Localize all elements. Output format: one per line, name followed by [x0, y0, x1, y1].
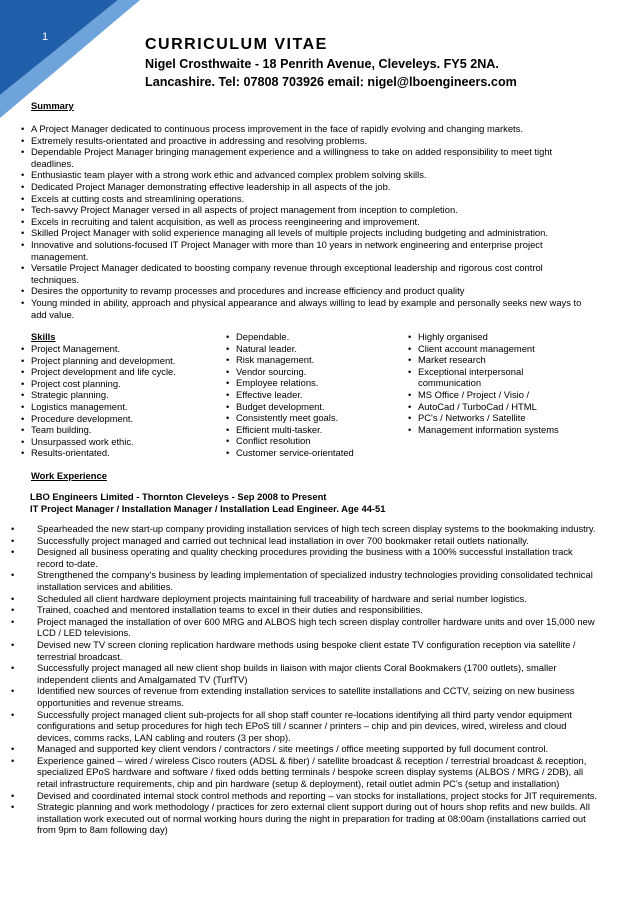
- skill-item: • Project planning and development.: [31, 355, 211, 367]
- skill-item: • Conflict resolution: [236, 435, 406, 447]
- skill-item: • Project Management.: [31, 343, 211, 355]
- skill-item: • Procedure development.: [31, 413, 211, 425]
- summary-item: • Young minded in ability, approach and physical appearance and always willing to lead by example and personally seeks new ways to add value.: [31, 297, 591, 320]
- work-item: • Managed and supported key client vendors / contractors / site meetings / office meeting supported by full document control.: [37, 743, 597, 755]
- summary-item: • Dedicated Project Manager demonstrating effective leadership in all aspects of the job.: [31, 181, 591, 193]
- skill-item: • Exceptional interpersonal communication: [418, 366, 578, 389]
- job-employer-line: LBO Engineers Limited - Thornton Cleveleys - Sep 2008 to Present: [30, 491, 327, 502]
- work-item: • Identified new sources of revenue from extending installation services to satellite installations and CCTV, seizing on new business opportunities and revenue streams.: [37, 685, 597, 708]
- job-title-line: IT Project Manager / Installation Manager / Installation Lead Engineer. Age 44-51: [30, 503, 386, 514]
- skill-item: • AutoCad / TurboCad / HTML: [418, 401, 578, 413]
- work-item: • Spearheaded the new start-up company providing installation services of high tech screen display systems to the bookmaking industry.: [37, 523, 597, 535]
- work-experience-list: [37, 523, 597, 836]
- summary-item: • Excels at cutting costs and streamlining operations.: [31, 193, 591, 205]
- work-item: • Project managed the installation of over 600 MRG and ALBOS high tech screen display controller hardware units and over 15,000 new LCD / LED televisions.: [37, 616, 597, 639]
- work-item: • Successfully project managed and carried out technical lead installation in over 700 bookmaker retail outlets nationally.: [37, 535, 597, 547]
- skill-item: • Unsurpassed work ethic.: [31, 436, 211, 448]
- skill-item: • Dependable.: [236, 331, 406, 343]
- skill-item: • Project development and life cycle.: [31, 366, 211, 378]
- skill-item: • Strategic planning.: [31, 389, 211, 401]
- skills-column-3: [418, 331, 578, 435]
- skill-item: • Employee relations.: [236, 377, 406, 389]
- skill-item: • Risk management.: [236, 354, 406, 366]
- skill-item: • MS Office / Project / Visio /: [418, 389, 578, 401]
- skills-column-2: [236, 331, 406, 459]
- page-number: 1: [42, 31, 49, 43]
- summary-item: • Desires the opportunity to revamp processes and procedures and increase efficiency and product quality: [31, 285, 591, 297]
- skill-item: • Team building.: [31, 424, 211, 436]
- work-item: • Successfully project managed all new client shop builds in liaison with major clients Coral Bookmakers (1700 outlets), smaller independent clients and Amalgamated TV (TurfTV): [37, 662, 597, 685]
- work-item: • Designed all business operating and quality checking procedures providing the business with a 100% successful installation track record to-date.: [37, 546, 597, 569]
- contact-line-phone-email: Lancashire. Tel: 07808 703926 email: nigel@lboengineers.com: [145, 75, 517, 89]
- summary-item: • A Project Manager dedicated to continuous process improvement in the face of rapidly evolving and changing markets.: [31, 123, 591, 135]
- skill-item: • Logistics management.: [31, 401, 211, 413]
- work-item: • Devised and coordinated internal stock control methods and reporting – van stocks for installations, project stocks for JIT requirements.: [37, 790, 597, 802]
- contact-line-address: Nigel Crosthwaite - 18 Penrith Avenue, Cleveleys. FY5 2NA.: [145, 57, 499, 71]
- skill-item: • Consistently meet goals.: [236, 412, 406, 424]
- cv-title: CURRICULUM VITAE: [145, 36, 328, 53]
- summary-item: • Tech-savvy Project Manager versed in all aspects of project management from inception to completion.: [31, 204, 591, 216]
- skill-item: • Effective leader.: [236, 389, 406, 401]
- skill-item: • Vendor sourcing.: [236, 366, 406, 378]
- work-item: • Scheduled all client hardware deployment projects maintaining full traceability of hardware and serial number logistics.: [37, 593, 597, 605]
- summary-list: [31, 123, 591, 320]
- skill-item: • Project cost planning.: [31, 378, 211, 390]
- skill-item: • Management information systems: [418, 424, 578, 436]
- work-item: • Experience gained – wired / wireless Cisco routers (ADSL & fiber) / satellite broadcast & reception / terrestrial broadcast & reception, specialized EPoS hardware and software / fixed odds betting terminals / bespoke screen display systems (ALBOS / MRG / 2DB), all retail infrastructure requirements, chip and pin hardware (setup & deployment), retail outlet admin PC's (setup and installation): [37, 755, 597, 790]
- skill-item: • PC's / Networks / Satellite: [418, 412, 578, 424]
- work-item: • Strengthened the company's business by leading implementation of specialized industry technologies providing consolidated technical installation services and abilities.: [37, 569, 597, 592]
- skill-item: • Market research: [418, 354, 578, 366]
- skill-item: • Natural leader.: [236, 343, 406, 355]
- work-item: • Strategic planning and work methodology / practices for zero external client support during out of hours shop refits and new builds. All installation work executed out of normal working hours during the night in preparation for trading at 08:00am (installations carried out from 9pm to 8am following day): [37, 801, 597, 836]
- summary-heading: Summary: [31, 100, 74, 111]
- skill-item: • Customer service-orientated: [236, 447, 406, 459]
- work-experience-heading: Work Experience: [31, 470, 107, 481]
- summary-item: • Excels in recruiting and talent acquisition, as well as process reengineering and improvement.: [31, 216, 591, 228]
- work-item: • Devised new TV screen cloning replication hardware methods using bespoke client estate TV configuration reception via satellite / terrestrial broadcast.: [37, 639, 597, 662]
- summary-item: • Dependable Project Manager bringing management experience and a willingness to take on added responsibility to meet tight deadlines.: [31, 146, 591, 169]
- skills-heading: Skills: [31, 331, 56, 342]
- corner-decoration: [0, 0, 150, 130]
- skills-column-1: [31, 343, 211, 459]
- skill-item: • Budget development.: [236, 401, 406, 413]
- skill-item: • Efficient multi-tasker.: [236, 424, 406, 436]
- summary-item: • Versatile Project Manager dedicated to boosting company revenue through exceptional leadership and rigorous cost control techniques.: [31, 262, 591, 285]
- summary-item: • Enthusiastic team player with a strong work ethic and advanced complex problem solving skills.: [31, 169, 591, 181]
- skill-item: • Highly organised: [418, 331, 578, 343]
- summary-item: • Skilled Project Manager with solid experience managing all levels of multiple projects including budgeting and administration.: [31, 227, 591, 239]
- summary-item: • Extremely results-orientated and proactive in addressing and resolving problems.: [31, 135, 591, 147]
- work-item: • Trained, coached and mentored installation teams to excel in their duties and responsibilities.: [37, 604, 597, 616]
- skill-item: • Client account management: [418, 343, 578, 355]
- skill-item: • Results-orientated.: [31, 447, 211, 459]
- work-item: • Successfully project managed client sub-projects for all shop staff counter re-locations identifying all third party vendor equipment configurations and setup procedures for high tech EPoS till / scanner / printers – chip and pin devices, wired, wireless and cloud devices, comms racks, LAN cabling and routers (3 per shop).: [37, 709, 597, 744]
- summary-item: • Innovative and solutions-focused IT Project Manager with more than 10 years in network engineering and enterprise project management.: [31, 239, 591, 262]
